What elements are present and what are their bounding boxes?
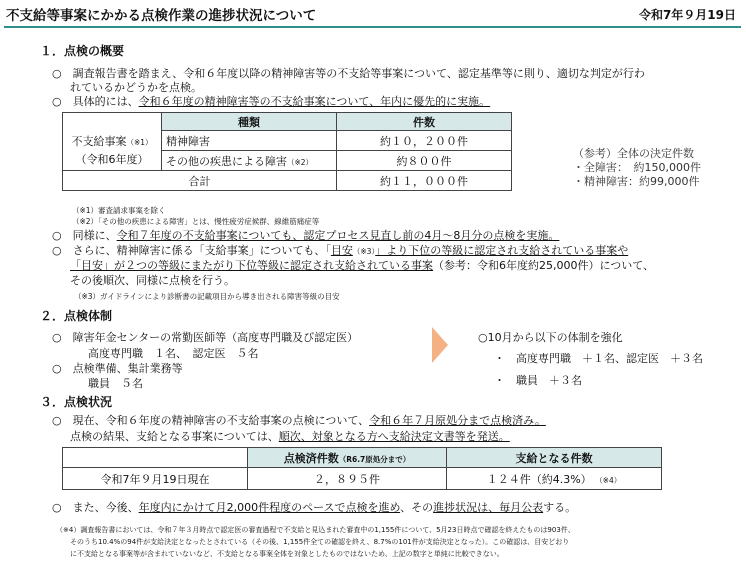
section-2-heading: ２．点検体制	[40, 309, 113, 323]
s3-bullet-2-prefix: ○ また、今後、	[52, 501, 139, 514]
s2-left-line-1: ○ 障害年金センターの常勤医師等（高度専門職及び認定医）	[52, 331, 359, 344]
reference-line-2: ・全障害： 約150,000件	[573, 161, 701, 174]
r1-kind: 精神障害	[162, 131, 337, 151]
s2-left-line-2: 高度専門職 １名、 認定医 ５名	[88, 347, 259, 360]
row-label-line-2: （令和6年度）	[75, 152, 149, 166]
footnote-4-line-2: そのうち10.4%の94件が支給決定となったとされている（その後、1,155件全ての確認を終え、8.7%の101件が支給決定となった）。この確認は、目安どおり	[70, 538, 570, 546]
note-2-marker: （※2）	[287, 157, 314, 167]
arrow-right-icon	[432, 327, 448, 363]
col-header-paid: 支給となる件数	[447, 448, 662, 468]
col-header-checked	[248, 448, 447, 468]
s3-bullet-1-line-2-emphasis: 順次、対象となる方へ支給決定文書等を発送。	[278, 430, 510, 443]
r2-kind	[162, 151, 337, 171]
footnote-3: （※3）ガイドラインにより診断書の記載項目から導き出される障害等級の目安	[74, 292, 340, 301]
s3-bullet-2-emphasis: 年度内にかけて月2,000件程度のペースで点検を進め	[138, 501, 401, 514]
s3-bullet-1	[52, 413, 546, 428]
s1-bullet-4-emphasis: 」より下位の等級に認定され支給されている事案や	[375, 244, 629, 257]
s1-bullet-4-line-1	[52, 243, 628, 259]
s1-bullet-1-line-2: れているかどうかを点検。	[70, 81, 202, 94]
s1-count-table	[62, 112, 512, 191]
paid-count	[447, 468, 662, 490]
guideline-term: 目安	[330, 244, 353, 257]
row-label-line-1: 不支給事案	[71, 134, 127, 148]
footnote-4-line-1: （※4）調査報告書においては、令和７年３月時点で認定医の審査過程で不支給と見込まれた審査中の1,155件について、5月23日時点で確認を終えたものは903件、	[56, 526, 575, 534]
section-3-heading: ３．点検状況	[40, 395, 113, 409]
col-header-checked-note: （R6.7原処分まで）	[338, 454, 411, 464]
s1-bullet-4-emphasis-2: 「目安」が２つの等級にまたがり下位等級に認定され支給されている事案	[70, 259, 433, 272]
s1-bullet-2-prefix: ○ 具体的には、	[52, 95, 139, 108]
s2-right-line-1: ○10月から以下の体制を強化	[478, 331, 623, 344]
s1-bullet-1-line-1: ○ 調査報告書を踏まえ、令和６年度以降の精神障害等の不支給等事案について、認定基準等に則り、適切な判定が行わ	[52, 67, 645, 80]
s3-status-table	[62, 447, 662, 490]
r1-count: 約１０，２００件	[337, 131, 512, 151]
s1-bullet-3-emphasis: 令和７年度の不支給事案についても、認定プロセス見直し前の4月～8月分の点検を実施。	[116, 229, 560, 242]
table-corner	[63, 113, 162, 131]
page-title: 不支給等事案にかかる点検作業の進捗状況について	[6, 8, 317, 24]
total-count: 約１１，０００件	[337, 171, 512, 191]
reference-line-3: ・精神障害：約99,000件	[573, 175, 700, 188]
s3-bullet-2-mid: 、その	[400, 501, 434, 514]
section-1-heading: １．点検の概要	[40, 44, 125, 58]
footnote-2: （※2）「その他の疾患による障害」とは、慢性疲労症候群、線維筋痛症等	[72, 217, 320, 226]
s1-bullet-4-reference: （参考：令和6年度約25,000件）について、	[433, 259, 655, 272]
document-date: 令和7年９月19日	[638, 8, 736, 22]
r2-kind-text: その他の疾患による障害	[166, 154, 287, 168]
s1-bullet-3	[52, 228, 559, 243]
total-label: 合計	[63, 171, 337, 191]
s1-bullet-4-line-3: その後順次、同様に点検を行う。	[70, 274, 235, 287]
s1-bullet-2-emphasis: 令和６年度の精神障害等の不支給事案について、年内に優先的に実施。	[138, 95, 491, 108]
footnote-4-line-3: に不支給となる事案等が含まれていないなど、不支給となる事案全体を対象としたものではないため、上記の数字と単純に比較できない。	[70, 550, 504, 558]
s3-bullet-1-line-2-prefix: 点検の結果、支給となる事案については、	[70, 430, 279, 443]
s2-right-line-2: ・ 高度専門職 ＋１名、認定医 ＋３名	[494, 352, 703, 365]
s3-bullet-1-line-2	[70, 429, 510, 444]
s1-bullet-3-prefix: ○ 同様に、	[52, 229, 117, 242]
footnote-1: （※1）審査請求事案を除く	[72, 206, 166, 215]
table-corner-2	[63, 448, 248, 468]
s3-bullet-2-suffix: する。	[543, 501, 577, 514]
s2-right-line-3: ・ 職員 ＋３名	[494, 374, 582, 387]
reference-box	[573, 147, 701, 189]
s2-left-line-3: ○ 点検準備、集計業務等	[52, 362, 183, 375]
r2-count: 約８００件	[337, 151, 512, 171]
checked-count: ２，８９５件	[248, 468, 447, 490]
s3-bullet-2-emphasis-2: 進捗状況は、毎月公表	[433, 501, 544, 514]
col-header-kind: 種類	[162, 113, 337, 131]
status-date: 令和7年９月19日現在	[63, 468, 248, 490]
note-1-marker: （※1）	[126, 137, 153, 147]
s1-bullet-4-prefix: ○ さらに、精神障害に係る「支給事案」についても、「	[52, 244, 331, 257]
s1-bullet-4-line-2	[70, 258, 654, 273]
row-label	[63, 131, 162, 171]
note-4-marker: （※4）	[595, 475, 622, 485]
paid-count-text: １２４件（約4.3%）	[486, 472, 592, 486]
s1-bullet-2	[52, 94, 490, 109]
col-header-checked-text: 点検済件数	[283, 451, 339, 465]
s3-bullet-1-prefix: ○ 現在、令和６年度の精神障害の不支給事案の点検について、	[52, 414, 370, 427]
reference-line-1: （参考）全体の決定件数	[573, 147, 694, 160]
note-3-marker: （※3）	[352, 247, 376, 256]
s2-left-line-4: 職員 ５名	[88, 377, 143, 390]
title-divider	[4, 26, 741, 28]
s3-bullet-2	[52, 500, 576, 515]
s3-bullet-1-emphasis: 令和６年７月原処分まで点検済み。	[369, 414, 546, 427]
col-header-count: 件数	[337, 113, 512, 131]
